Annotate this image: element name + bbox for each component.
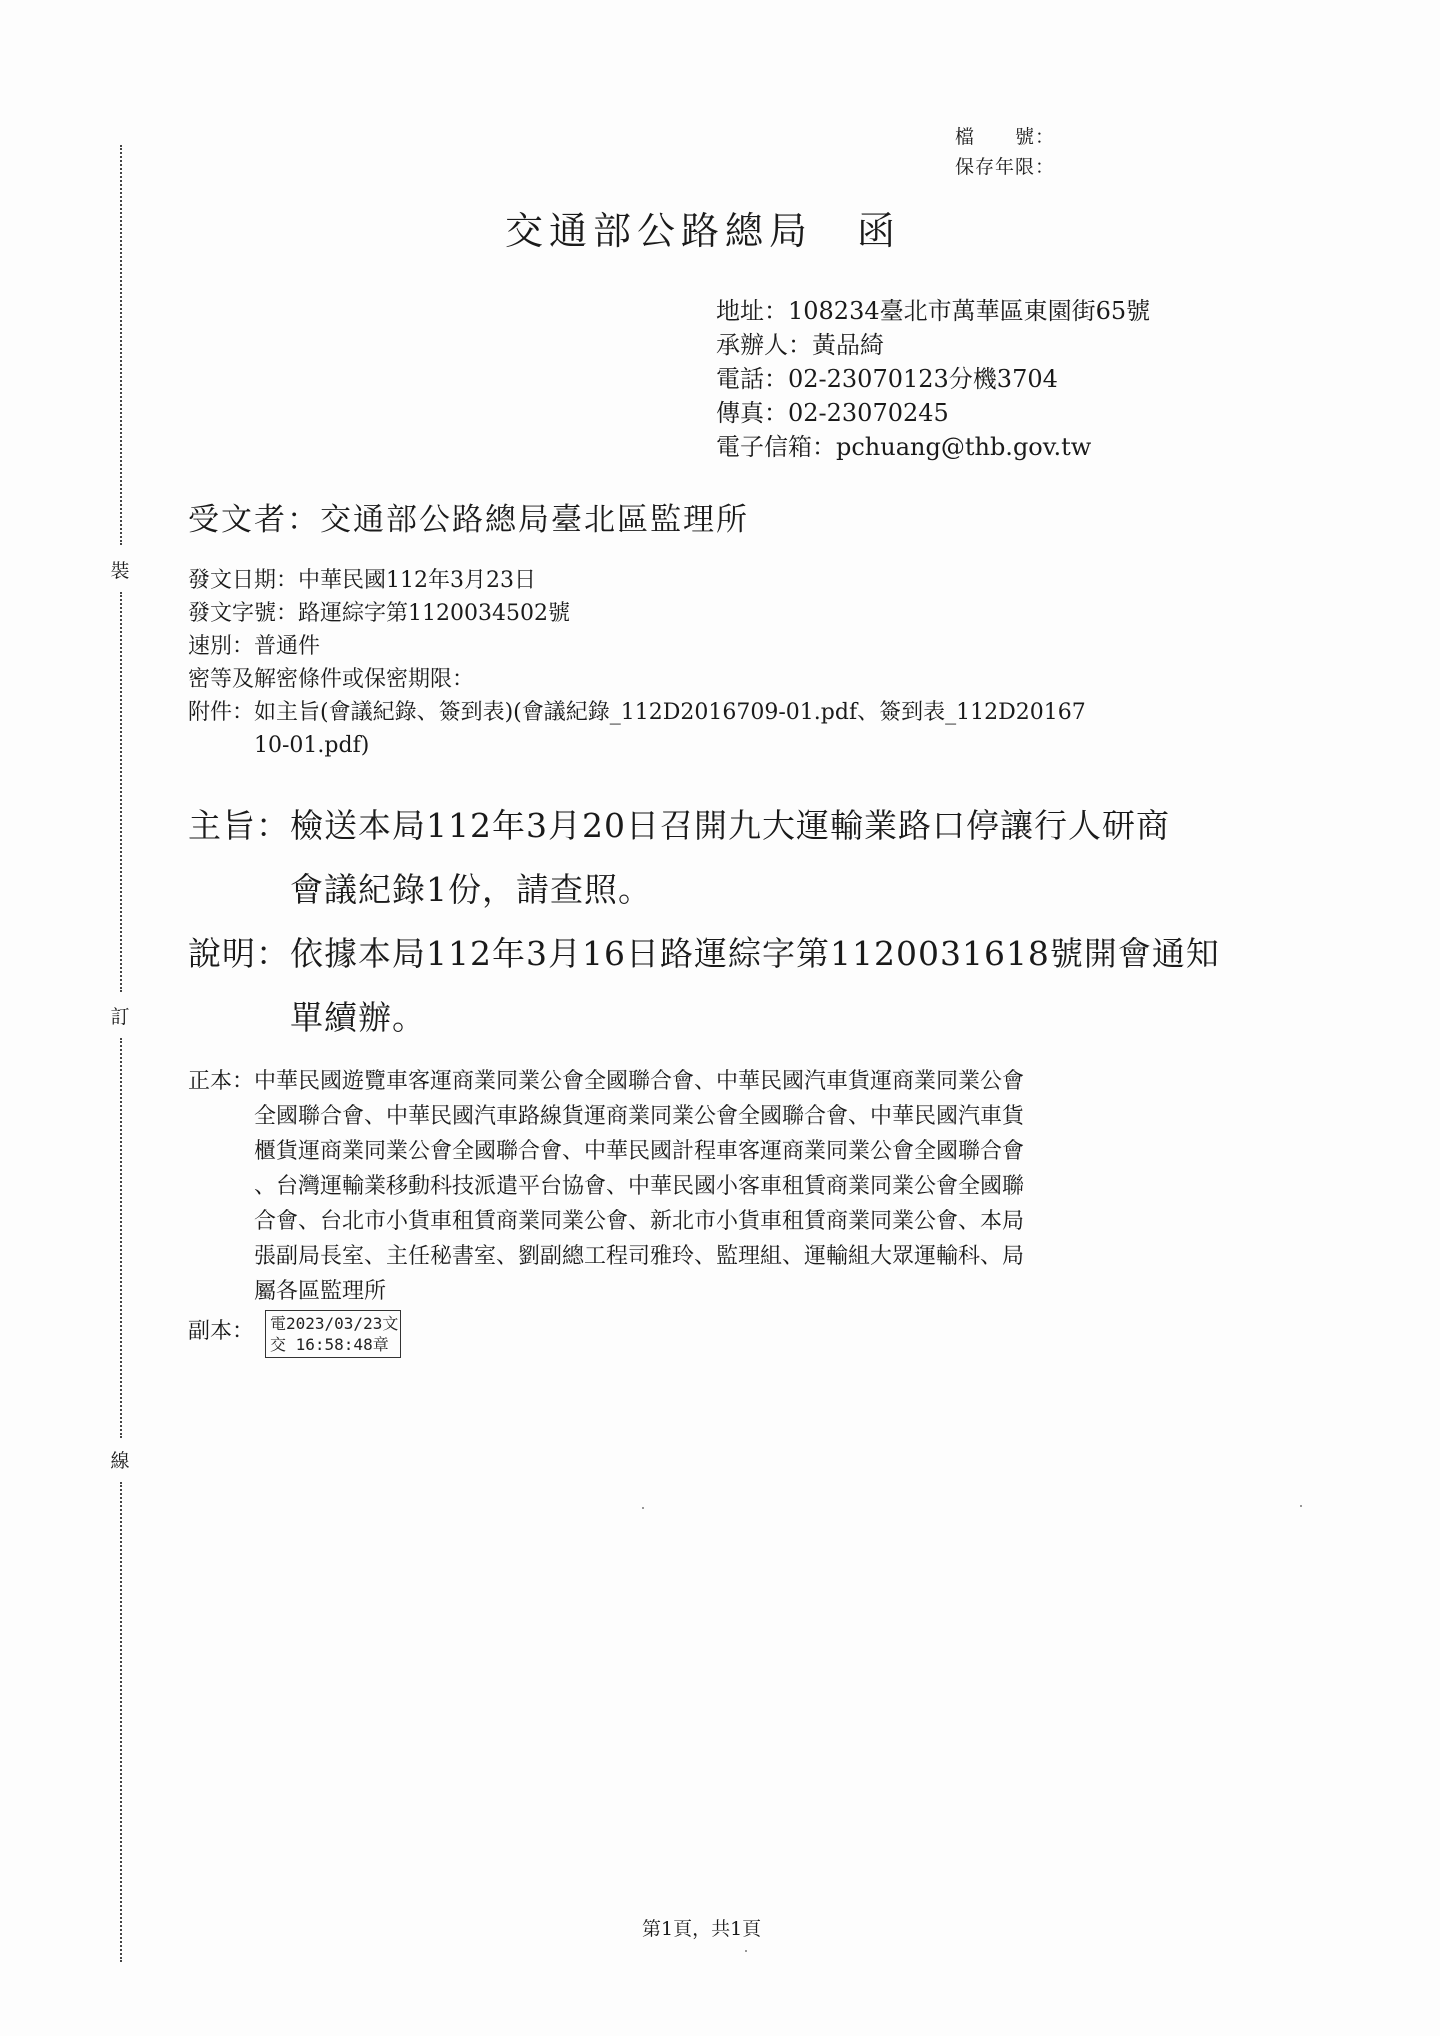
- original-label: 正本：: [188, 1069, 255, 1094]
- contact-handler: 承辦人：黃品綺: [716, 331, 884, 359]
- meta-block: [188, 564, 1086, 762]
- binding-char-xian: 線: [110, 1450, 130, 1472]
- scan-speck: [1300, 1505, 1302, 1507]
- stamp-line-2: 交 16:58:48章: [270, 1335, 389, 1354]
- archive-retention: 保存年限：: [955, 156, 1056, 178]
- explanation-line-2: 單續辦。: [290, 998, 426, 1037]
- subject-line-1: 主旨：檢送本局112年3月20日召開九大運輸業路口停讓行人研商: [188, 806, 1170, 845]
- contact-fax: 傳真：02-23070245: [716, 399, 949, 427]
- recipient: 受文者：交通部公路總局臺北區監理所: [188, 502, 749, 538]
- original-line: 、台灣運輸業移動科技派遣平台協會、中華民國小客車租賃商業同業公會全國聯: [254, 1174, 1025, 1199]
- scan-speck: [642, 1507, 644, 1509]
- contact-block: [716, 294, 1150, 464]
- contact-email: 電子信箱：pchuang@thb.gov.tw: [716, 433, 1092, 461]
- archive-file-no: 檔 號：: [955, 126, 1056, 148]
- attachment-line-2: 10-01.pdf): [254, 733, 370, 758]
- electronic-seal-stamp: [265, 1310, 401, 1358]
- binding-char-ding: 訂: [110, 1006, 130, 1028]
- secrecy-level: 密等及解密條件或保密期限：: [188, 667, 475, 692]
- binding-char-zhuang: 裝: [110, 560, 130, 582]
- binding-line-bottom: [120, 1482, 122, 1962]
- stamp-line-1: 電2023/03/23文: [270, 1314, 399, 1333]
- document-title: 交通部公路總局 函: [505, 209, 902, 253]
- original-line: 櫃貨運商業同業公會全國聯合會、中華民國計程車客運商業同業公會全國聯合會: [254, 1139, 1025, 1164]
- explanation-line-1: 說明：依據本局112年3月16日路運綜字第1120031618號開會通知: [188, 934, 1220, 973]
- copy-label: 副本：: [188, 1319, 255, 1344]
- subject-line-2: 會議紀錄1份，請查照。: [290, 870, 652, 909]
- contact-phone: 電話：02-23070123分機3704: [716, 365, 1058, 393]
- original-line: 合會、台北市小貨車租賃商業同業公會、新北市小貨車租賃商業同業公會、本局: [254, 1209, 1025, 1234]
- original-line: 中華民國遊覽車客運商業同業公會全國聯合會、中華民國汽車貨運商業同業公會: [254, 1069, 1025, 1094]
- original-line: 張副局長室、主任秘書室、劉副總工程司雅玲、監理組、運輸組大眾運輸科、局: [254, 1244, 1025, 1269]
- binding-line-mid2: [120, 1038, 122, 1438]
- page-number: 第1頁，共1頁: [642, 1918, 762, 1940]
- issue-date: 發文日期：中華民國112年3月23日: [188, 568, 536, 593]
- original-line: 全國聯合會、中華民國汽車路線貨運商業同業公會全國聯合會、中華民國汽車貨: [254, 1104, 1025, 1129]
- original-line: 屬各區監理所: [254, 1279, 387, 1304]
- original-recipients: [254, 1064, 1024, 1309]
- scan-speck: [745, 1950, 747, 1952]
- speed-class: 速別：普通件: [188, 634, 321, 659]
- contact-address: 地址：108234臺北市萬華區東園街65號: [716, 297, 1151, 325]
- binding-line-top: [120, 145, 122, 545]
- binding-line-mid: [120, 592, 122, 992]
- document-number: 發文字號：路運綜字第1120034502號: [188, 601, 570, 626]
- attachment-line-1: 附件：如主旨(會議紀錄、簽到表)(會議紀錄_112D2016709-01.pdf、簽到表_112D20167: [188, 700, 1086, 725]
